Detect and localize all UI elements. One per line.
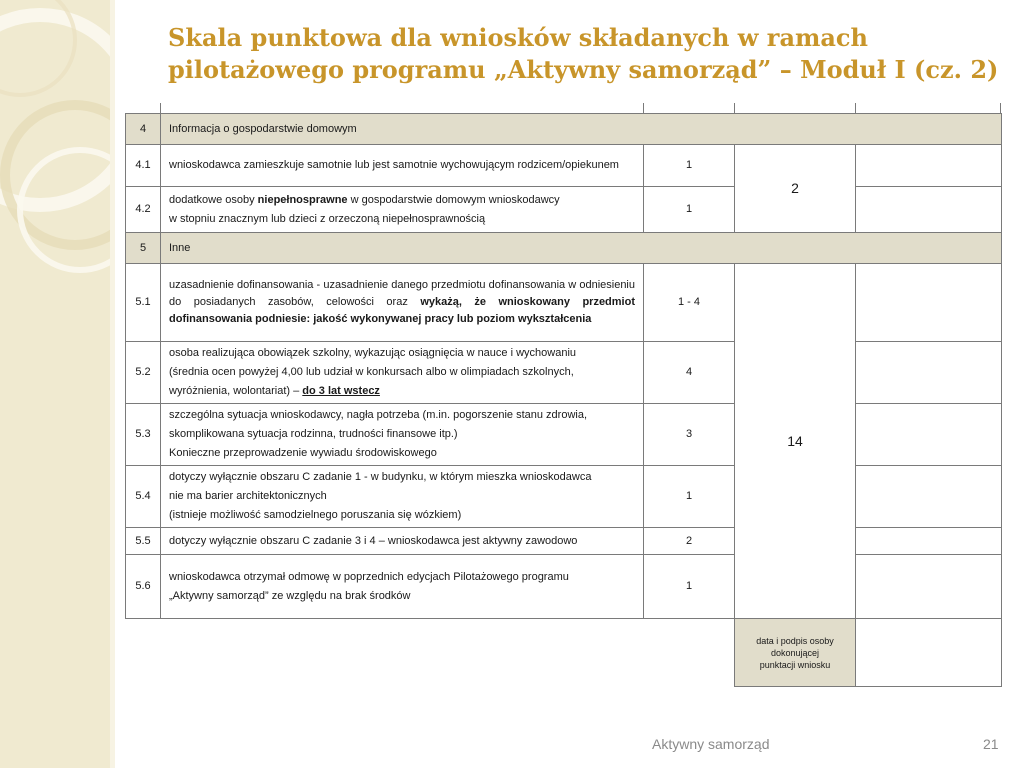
section-row-5 [126, 233, 1002, 264]
row-number: 5.3 [126, 404, 161, 466]
table-row [126, 342, 1002, 404]
row-points: 1 [644, 466, 735, 528]
desc-text: (średnia ocen powyżej 4,00 lub udział w konkursach albo w olimpiadach szkolnych, [169, 366, 574, 378]
desc-bold-text: niepełnosprawne [257, 193, 348, 206]
desc-text: w stopniu znacznym lub dzieci z orzeczoną niepełnosprawnością [169, 212, 486, 225]
table-top-stub [160, 103, 161, 113]
row-points: 3 [644, 404, 735, 466]
score-cell [856, 404, 1002, 466]
desc-text: dodatkowe osoby [169, 193, 258, 206]
desc-text: uzasadnienie dofinansowania - uzasadnienie danego przedmiotu dofinansowania w odniesieniu do posiadanych zasobów, celowości oraz [169, 279, 635, 308]
signature-field[interactable] [856, 619, 1002, 687]
signature-spacer [126, 619, 735, 687]
desc-text: w gospodarstwie domowym wnioskodawcy [347, 193, 560, 206]
page-title: Skala punktowa dla wniosków składanych w ramach pilotażowego programu „Aktywny samorząd” – Moduł I (cz. 2) [168, 23, 999, 84]
table-row [126, 528, 1002, 555]
row-points: 1 [644, 187, 735, 233]
row-number: 5.5 [126, 528, 161, 555]
row-number: 5.2 [126, 342, 161, 404]
table-row [126, 555, 1002, 619]
section-label: Informacja o gospodarstwie domowym [161, 114, 1002, 145]
desc-text: „Aktywny samorząd” ze względu na brak środków [169, 589, 411, 602]
row-number: 4.2 [126, 187, 161, 233]
table-top-stub [643, 103, 644, 113]
row-points: 1 - 4 [644, 264, 735, 342]
table-row [126, 264, 1002, 342]
max-points-section-5: 14 [735, 264, 856, 619]
score-cell [856, 466, 1002, 528]
signature-row [126, 619, 1002, 687]
desc-text: nie ma barier architektonicznych [169, 490, 327, 502]
table-top-stub [855, 103, 856, 113]
footer-label: Aktywny samorząd [652, 736, 770, 752]
max-points-section-4: 2 [735, 145, 856, 233]
score-cell [856, 187, 1002, 233]
row-number: 5.1 [126, 264, 161, 342]
page-number: 21 [983, 736, 999, 752]
section-row-4 [126, 114, 1002, 145]
table-top-stub [734, 103, 735, 113]
row-points: 4 [644, 342, 735, 404]
section-number: 4 [126, 114, 161, 145]
row-points: 1 [644, 555, 735, 619]
decorative-swirl-graphic [0, 0, 115, 768]
section-number: 5 [126, 233, 161, 264]
row-description [161, 404, 644, 466]
score-cell [856, 264, 1002, 342]
section-label: Inne [161, 233, 1002, 264]
row-points: 1 [644, 145, 735, 187]
row-description [161, 342, 644, 404]
desc-text: osoba realizująca obowiązek szkolny, wykazując osiągnięcia w nauce i wychowaniu [169, 347, 577, 359]
score-cell [856, 555, 1002, 619]
row-number: 5.4 [126, 466, 161, 528]
row-description [161, 555, 644, 619]
table-row [126, 404, 1002, 466]
signature-label-cell [735, 619, 856, 687]
score-cell [856, 342, 1002, 404]
row-description [161, 264, 644, 342]
desc-underlined-text: do 3 lat wstecz [302, 385, 380, 397]
row-number: 4.1 [126, 145, 161, 187]
row-description: wnioskodawca zamieszkuje samotnie lub jest samotnie wychowującym rodzicem/opiekunem [161, 145, 644, 187]
signature-label-line-1: data i podpis osoby dokonującej [756, 635, 834, 658]
desc-bold-text: wykażą, że wnioskowany przedmiot dofinansowania podniesie: jakość wykonywanej pracy lub poziom wykształcenia [169, 296, 635, 325]
desc-text: (istnieje możliwość samodzielnego poruszania się wózkiem) [169, 509, 462, 521]
desc-text: dotyczy wyłącznie obszaru C zadanie 1 - w budynku, w którym mieszka wnioskodawca [169, 471, 592, 483]
row-points: 2 [644, 528, 735, 555]
sidebar-edge [110, 0, 115, 768]
desc-text: Konieczne przeprowadzenie wywiadu środowiskowego [169, 447, 437, 459]
row-description [161, 466, 644, 528]
scoring-table [125, 113, 1002, 687]
table-row [126, 145, 1002, 187]
table-top-stub [1000, 103, 1001, 113]
row-description [161, 187, 644, 233]
table-row [126, 187, 1002, 233]
row-description: dotyczy wyłącznie obszaru C zadanie 3 i 4 – wnioskodawca jest aktywny zawodowo [161, 528, 644, 555]
desc-text: wyróżnienia, wolontariat) – [169, 385, 303, 397]
decorative-sidebar [0, 0, 115, 768]
signature-label-line-2: punktacji wniosku [759, 659, 831, 670]
desc-text: szczególna sytuacja wnioskodawcy, nagła potrzeba (m.in. pogorszenie stanu zdrowia, [169, 409, 588, 421]
row-number: 5.6 [126, 555, 161, 619]
score-cell [856, 528, 1002, 555]
table-row [126, 466, 1002, 528]
desc-text: skomplikowana sytuacja rodzinna, trudności finansowe itp.) [169, 428, 458, 440]
desc-text: wnioskodawca otrzymał odmowę w poprzednich edycjach Pilotażowego programu [169, 570, 569, 583]
score-cell [856, 145, 1002, 187]
